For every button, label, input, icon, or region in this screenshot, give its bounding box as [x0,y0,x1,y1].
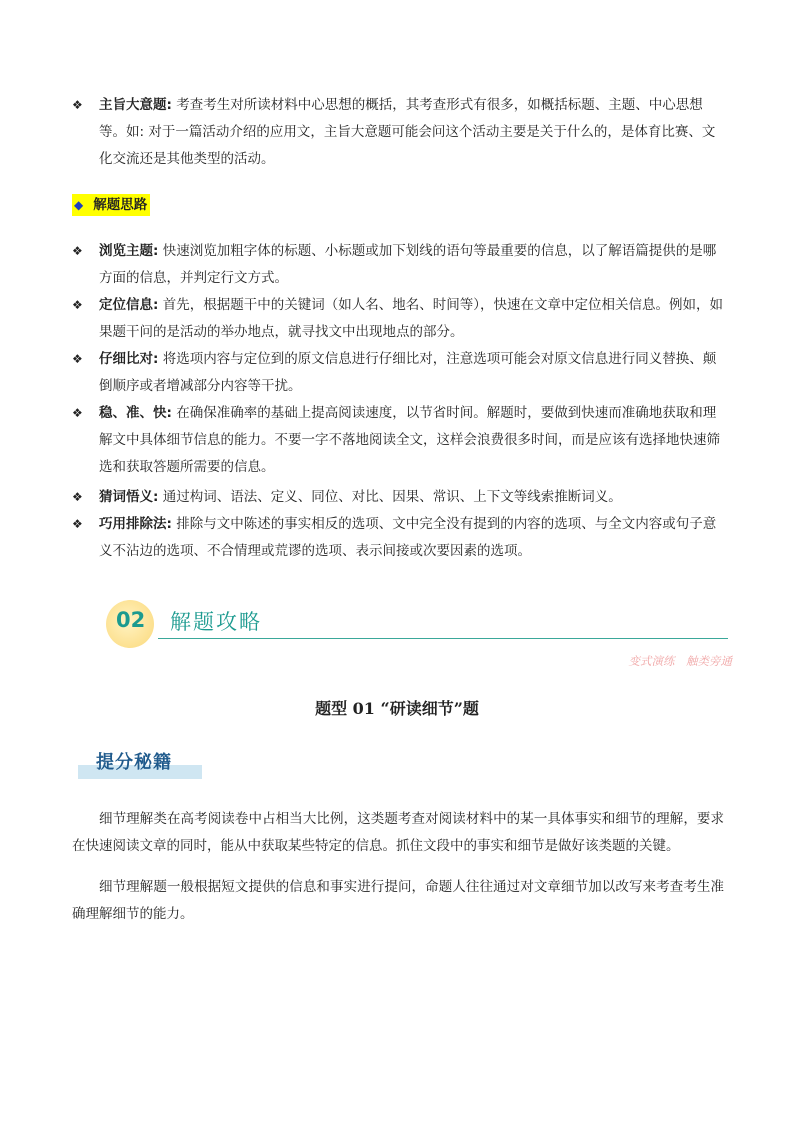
bullet-text [99,238,724,292]
bullet-term: 巧用排除法: [99,516,172,532]
bullet-diamond-icon: ❖ [72,406,83,420]
bullet-body: 首先，根据题干中的关键词（如人名、地名、时间等），快速在文章中定位相关信息。例如，如果题干问的是活动的举办地点，就寻找文中出现地点的部分。 [99,297,723,340]
tip-badge-label: 提分秘籍 [96,752,172,773]
bullet-term: 定位信息: [99,297,159,313]
bullet-diamond-icon: ❖ [72,298,83,312]
section-tagline: 变式演练 触类旁通 [628,654,732,668]
bullet-compare [72,346,724,400]
section-title: 解题攻略 [170,610,262,634]
bullet-text [99,346,724,400]
bullet-term: 猜词悟义: [99,489,159,505]
bullet-body: 快速浏览加粗字体的标题、小标题或加下划线的语句等最重要的信息，以了解语篇提供的是哪方面的信息，并判定行文方式。 [99,243,717,286]
bullet-body: 将选项内容与定位到的原文信息进行仔细比对，注意选项可能会对原文信息进行同义替换、颠倒顺序或者增减部分内容等干扰。 [99,351,717,394]
section-divider [158,638,728,639]
bullet-term: 仔细比对: [99,351,159,367]
section-number: 02 [116,608,146,632]
bullet-term: 浏览主题: [99,243,159,259]
bullet-term: 主旨大意题: [99,97,172,113]
bullet-steady [72,400,724,481]
subtitle-label: 解题思路 [93,197,148,213]
diamond-icon: ◆ [74,198,84,212]
bullet-body: 排除与文中陈述的事实相反的选项、文中完全没有提到的内容的选项、与全文内容或句子意义不沾边的选项、不合情理或荒谬的选项、表示间接或次要因素的选项。 [99,516,717,559]
bullet-text [99,292,724,346]
bullet-body: 在确保准确率的基础上提高阅读速度，以节省时间。解题时，要做到快速而准确地获取和理解文中具体细节信息的能力。不要一字不落地阅读全文，这样会浪费很多时间，而是应该有选择地快速筛选和获取答题所需要的信息。 [99,405,720,475]
bullet-guess [72,484,724,511]
paragraph: 细节理解类在高考阅读卷中占相当大比例，这类题考查对阅读材料中的某一具体事实和细节的理解，要求在快速阅读文章的同时，能从中获取某些特定的信息。抓住文段中的事实和细节是做好该类题的关键。 [72,811,724,854]
bullet-diamond-icon: ❖ [72,244,83,258]
bullet-body: 考查考生对所读材料中心思想的概括，其考查形式有很多，如概括标题、主题、中心思想等。如: 对于一篇活动介绍的应用文，主旨大意题可能会问这个活动主要是关于什么的，是体育比赛、文化交流还是其他类型的活动。 [99,97,716,167]
bullet-locate [72,292,724,346]
section-subtitle [72,194,150,216]
bullet-diamond-icon: ❖ [72,517,83,531]
bullet-text [99,484,724,511]
section-header [106,596,728,648]
bullet-text [99,511,724,565]
bullet-diamond-icon: ❖ [72,98,83,112]
bullet-diamond-icon: ❖ [72,352,83,366]
bullet-body: 通过构词、语法、定义、同位、对比、因果、常识、上下文等线索推断词义。 [158,489,622,505]
bullet-text [99,92,724,173]
bullet-term: 稳、准、快: [99,405,172,421]
tip-badge [78,742,202,782]
bullet-theme [72,92,724,173]
bullet-eliminate [72,511,724,565]
bullet-text [99,400,724,481]
type-heading: 题型 01 “研读细节”题 [315,699,479,718]
paragraph: 细节理解题一般根据短文提供的信息和事实进行提问，命题人往往通过对文章细节加以改写来考查考生准确理解细节的能力。 [72,879,724,922]
bullet-diamond-icon: ❖ [72,490,83,504]
bullet-browse [72,238,724,292]
